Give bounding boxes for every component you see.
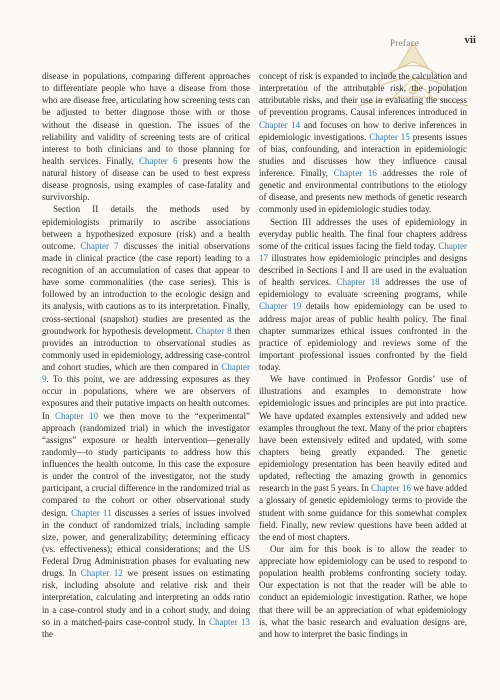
left-text-column — [42, 70, 250, 640]
text-run: discusses the initial observations made in clinical practice (the case report) leading to a recognition of an accumulation of cases that appear to have some commonalities (the case series). This is followed by an introduction to the ecologic design and its analysis, with cautions as to its interpretation. Finally, cross-sectional (snapshot) studies are presented as the groundwork for hypothesis development. — [42, 240, 250, 336]
paragraph — [259, 373, 467, 543]
text-run: details how epidemiology can be used to address major areas of public health policy. The final chapter summarizes ethical issues confronted in the practice of epidemiology and reviews some of the important professional issues confronted by the field today. — [259, 301, 467, 372]
chapter-link[interactable]: Chapter 19 — [259, 301, 302, 312]
chapter-link[interactable]: Chapter 16 — [333, 168, 377, 178]
text-run: We have continued in Professor Gordis’ use of illustrations and examples to demonstrate how epidemiologic issues and principles are put into practice. We have updated examples extensively and added new examples throughout the text. Many of the prior chapters have been extensively edited and updated, with some chapters being greatly expanded. The genetic epidemiology presentation has been heavily edited and updated, reflecting the amazing growth in genomics research in the past 5 years. In — [259, 374, 467, 494]
text-run: discusses a series of issues involved in the conduct of randomized trials, including sample size, power, and generalizability; determining efficacy (vs. effectiveness); ethical considerations; and the US Federal Drug Administration phases for evaluating new drugs. In — [42, 507, 250, 579]
chapter-link[interactable]: Chapter 14 — [259, 119, 301, 130]
chapter-link[interactable]: Chapter 17 — [259, 240, 467, 263]
text-run: addresses the role of genetic and environmental contributions to the etiology of disease, and presents new methods of genetic research commonly used in epidemiologic studies today. — [259, 168, 467, 215]
text-run: then provides an introduction to observational studies as commonly used in epidemiology, addressing case-control and cohort studies, which are then compared in — [42, 325, 250, 372]
running-head: Preface — [390, 38, 420, 48]
text-run: disease in populations, comparing different approaches to differentiate people who have a disease from those who are disease free, articulating how screening tests can be adjusted to better diagnose those with or those without the disease in question. The issues of the reliability and validity of screening tests are of critical interest to both clinicians and to those planning for health services. Finally, — [42, 71, 250, 166]
paragraph — [259, 70, 467, 216]
right-text-column — [259, 70, 467, 640]
text-run: presents how the natural history of disease can be used to best express disease prognosis, using examples of case-fatality and survivorship. — [42, 155, 250, 203]
text-run: presents issues of bias, confounding, and interaction in epidemiologic studies and discusses how they influence causal inference. Finally, — [259, 131, 467, 178]
text-run: . To this point, we are addressing exposures as they occur in populations, where we are observers of exposures and their putative impacts on health outcomes. In — [42, 374, 250, 421]
text-run: we then move to the “experimental” approach (randomized trial) in which the investigator “assigns” exposure or health intervention—generally randomly—to study participants to address how this influences the health outcome. In this case the exposure is under the control of the investigator, not the study participant, a crucial difference in the randomized trial as compared to the cohort or other observational study design. — [42, 410, 250, 518]
chapter-link[interactable]: Chapter 12 — [80, 568, 123, 579]
chapter-link[interactable]: Chapter 18 — [336, 277, 380, 288]
page-header — [372, 34, 476, 50]
chapter-link[interactable]: Chapter 13 — [208, 616, 250, 627]
text-run: Section III addresses the uses of epidemiology in everyday public health. The final four chapters address some of the critical issues facing the field today. — [259, 216, 467, 251]
chapter-link[interactable]: Chapter 10 — [54, 410, 99, 421]
text-run: concept of risk is expanded to include the calculation and interpretation of the attributable risk, the population attributable risks, and their use in evaluating the success of prevention programs. Causal inferences introduced in — [259, 71, 467, 118]
chapter-link[interactable]: Chapter 8 — [195, 325, 232, 336]
text-run: Our aim for this book is to allow the reader to appreciate how epidemiology can be used to respond to population health problems confronting society today. Our expectation is not that the reader will be able to conduct an epidemiologic investigation. Rather, we hope that there will be an appreciation of what epidemiology is, what the basic research and evaluation designs are, and how to interpret the basic findings in — [259, 543, 467, 639]
page-number: vii — [464, 34, 476, 46]
text-run: the — [42, 628, 54, 639]
text-run: Section II details the methods used by epidemiologists primarily to ascribe associations between a hypothesized exposure (risk) and a health outcome. — [42, 204, 250, 251]
text-run: and focuses on how to derive inferences in epidemiologic investigations. — [259, 119, 467, 142]
text-run: addresses the use of epidemiology to evaluate screening programs, while — [259, 277, 468, 300]
paragraph — [259, 543, 467, 640]
text-run: illustrates how epidemiologic principles and designs described in Sections I and II are used in the evaluation of health services. — [259, 252, 467, 288]
paragraph — [42, 203, 250, 640]
chapter-link[interactable]: Chapter 6 — [138, 155, 178, 166]
chapter-link[interactable]: Chapter 16 — [371, 483, 411, 494]
chapter-link[interactable]: Chapter 15 — [369, 131, 410, 142]
text-run: we present issues on estimating risk, including absolute and relative risk and their interpretation, calculating and interpreting an odds ratio in a case-control study and in a cohort study, and doing so in a matched-pairs case-control study. In — [42, 568, 250, 627]
chapter-link[interactable]: Chapter 11 — [71, 507, 112, 518]
paragraph — [42, 70, 250, 203]
chapter-link[interactable]: Chapter 7 — [80, 240, 119, 251]
paragraph — [259, 216, 467, 374]
chapter-link[interactable]: Chapter 9 — [42, 362, 250, 385]
text-run: we have added a glossary of genetic epidemiology terms to provide the student with some guidance for this somewhat complex field. Finally, new review questions have been added at the end of most chapters. — [259, 483, 468, 542]
